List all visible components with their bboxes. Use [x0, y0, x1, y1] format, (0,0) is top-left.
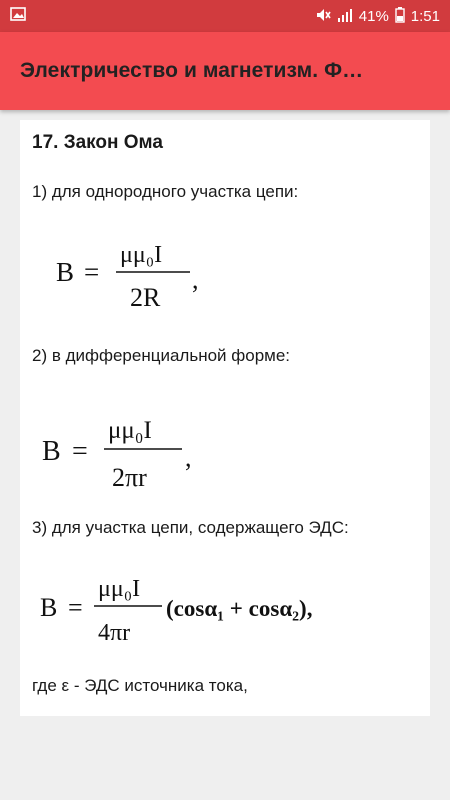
- formula-3-numerator: μμ₀I: [98, 576, 141, 602]
- formula-1-lhs: B: [56, 257, 75, 287]
- mute-icon: [315, 7, 331, 26]
- signal-icon: [337, 7, 353, 26]
- svg-text:=: =: [84, 257, 100, 287]
- formula-2-denominator: 2πr: [112, 463, 147, 492]
- svg-text:=: =: [72, 436, 88, 467]
- formula-3: [34, 568, 374, 658]
- formula-2-tail: ,: [185, 443, 192, 472]
- formula-1-tail: ,: [192, 265, 199, 294]
- formula-1-numerator: μμ₀I: [120, 242, 163, 268]
- clock: 1:51: [410, 7, 440, 25]
- formula-3-lhs: B: [40, 593, 58, 622]
- item-2-text: 2) в дифференциальной форме:: [32, 346, 291, 365]
- svg-text:=: =: [68, 593, 83, 622]
- image-notification-icon: [10, 7, 26, 26]
- item-1-text: 1) для однородного участка цепи:: [32, 182, 299, 201]
- formula-3-denominator: 4πr: [98, 620, 131, 646]
- section-heading: 17. Закон Ома: [32, 132, 163, 153]
- formula-2-numerator: μμ₀I: [108, 417, 152, 444]
- app-title: Электричество и магнетизм. Ф…: [20, 59, 364, 82]
- status-bar: [0, 0, 450, 32]
- content-card: [20, 120, 430, 716]
- formula-1-denominator: 2R: [130, 283, 161, 312]
- item-3-text: 3) для участка цепи, содержащего ЭДС:: [32, 518, 349, 537]
- battery-icon: [395, 7, 405, 26]
- battery-text: 41%: [358, 7, 389, 25]
- app-bar: [0, 32, 450, 110]
- formula-2: [38, 402, 238, 497]
- footer-text: где ε - ЭДС источника тока,: [32, 676, 248, 695]
- formula-2-lhs: B: [42, 436, 61, 467]
- formula-3-tail: (cosα₁ + cosα₂),: [166, 596, 313, 621]
- formula-1: [50, 230, 250, 320]
